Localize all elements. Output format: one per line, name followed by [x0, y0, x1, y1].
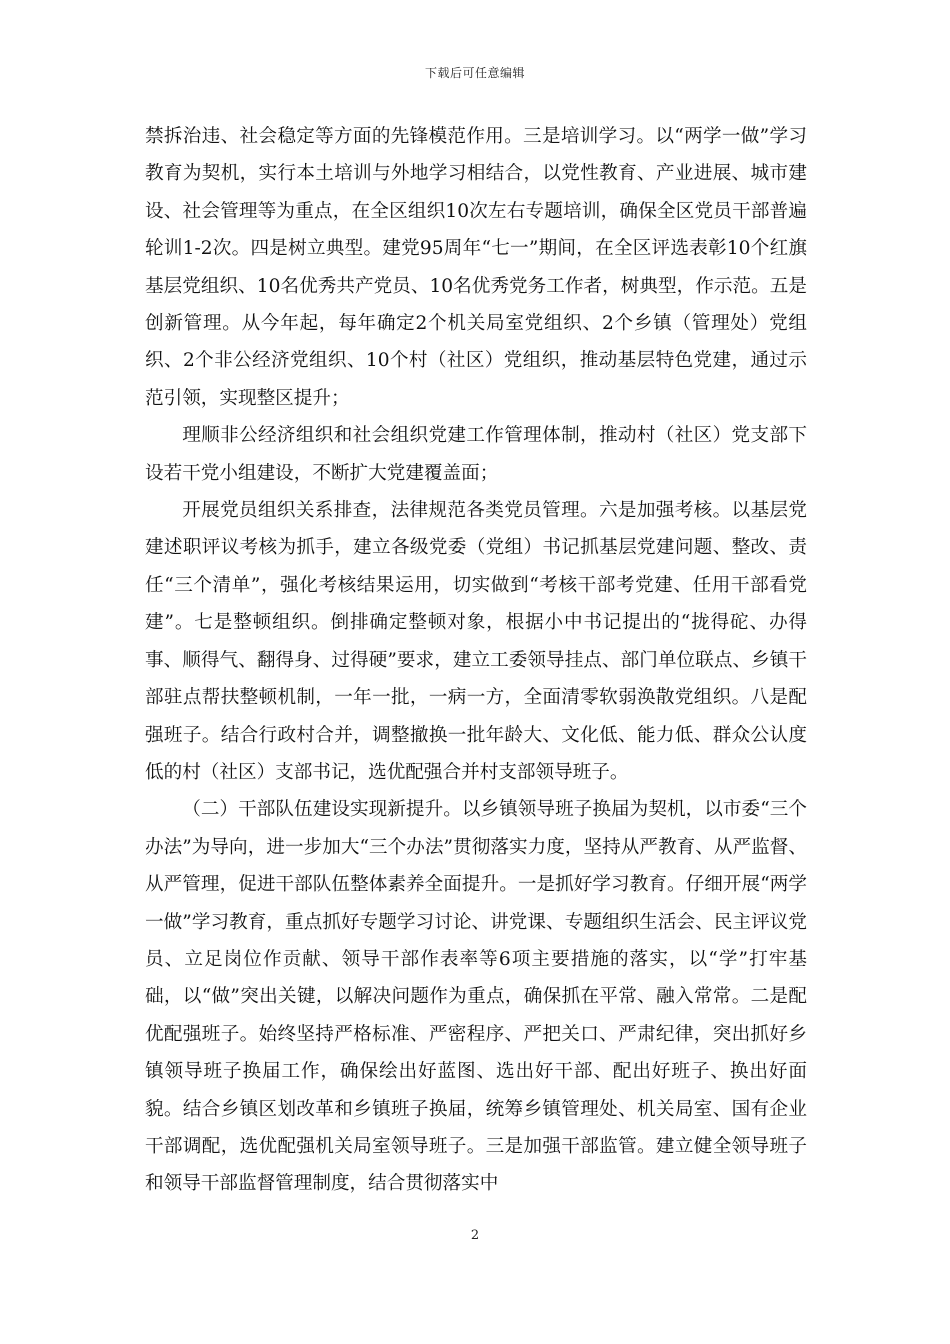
- paragraph-continued: 禁拆治违、社会稳定等方面的先锋模范作用。三是培训学习。以“两学一做”学习教育为契机，实行本土培训与外地学习相结合，以党性教育、产业进展、城市建设、社会管理等为重点，在全区组织10次左右专题培训，确保全区党员干部普遍轮训1-2次。四是树立典型。建党95周年“七一”期间，在全区评选表彰10个红旗基层党组织、10名优秀共产党员、10名优秀党务工作者，树典型，作示范。五是创新管理。从今年起，每年确定2个机关局室党组织、2个乡镇（管理处）党组织、2个非公经济党组织、10个村（社区）党组织，推动基层特色党建，通过示范引领，实现整区提升；: [145, 126, 807, 409]
- paragraph-party-member-management: 开展党员组织关系排查，法律规范各类党员管理。六是加强考核。以基层党建述职评议考核为抓手，建立各级党委（党组）书记抓基层党建问题、整改、责任“三个清单”，强化考核结果运用，切实做到“考核干部考党建、任用干部看党建”。七是整顿组织。倒排确定整顿对象，根据小中书记提出的“拢得砣、办得事、顺得气、翻得身、过得硬”要求，建立工委领导挂点、部门单位联点、乡镇干部驻点帮扶整顿机制，一年一批，一病一方，全面清零软弱涣散党组织。八是配强班子。结合行政村合并，调整撤换一批年龄大、文化低、能力低、群众公认度低的村（社区）支部书记，选优配强合并村支部领导班子。: [145, 500, 807, 783]
- page-header-note: 下载后可任意编辑: [424, 66, 525, 80]
- paragraph-nonpublic-organizations: 理顺非公经济组织和社会组织党建工作管理体制，推动村（社区）党支部下设若干党小组建设，不断扩大党建覆盖面；: [145, 425, 807, 484]
- page-number: 2: [470, 1228, 480, 1243]
- paragraph-cadre-team-building: （二）干部队伍建设实现新提升。以乡镇领导班子换届为契机，以市委“三个办法”为导向，进一步加大“三个办法”贯彻落实力度，坚持从严教育、从严监督、从严管理，促进干部队伍整体素养全面提升。一是抓好学习教育。仔细开展“两学一做”学习教育，重点抓好专题学习讨论、讲党课、专题组织生活会、民主评议党员、立足岗位作贡献、领导干部作表率等6项主要措施的落实，以“学”打牢基础，以“做”突出关键，以解决问题作为重点，确保抓在平常、融入常常。二是配优配强班子。始终坚持严格标准、严密程序、严把关口、严肃纪律，突出抓好乡镇领导班子换届工作，确保绘出好蓝图、选出好干部、配出好班子、换出好面貌。结合乡镇区划改革和乡镇班子换届，统筹乡镇管理处、机关局室、国有企业干部调配，选优配强机关局室领导班子。三是加强干部监管。建立健全领导班子和领导干部监督管理制度，结合贯彻落实中: [145, 799, 807, 1195]
- document-body: [145, 118, 807, 1203]
